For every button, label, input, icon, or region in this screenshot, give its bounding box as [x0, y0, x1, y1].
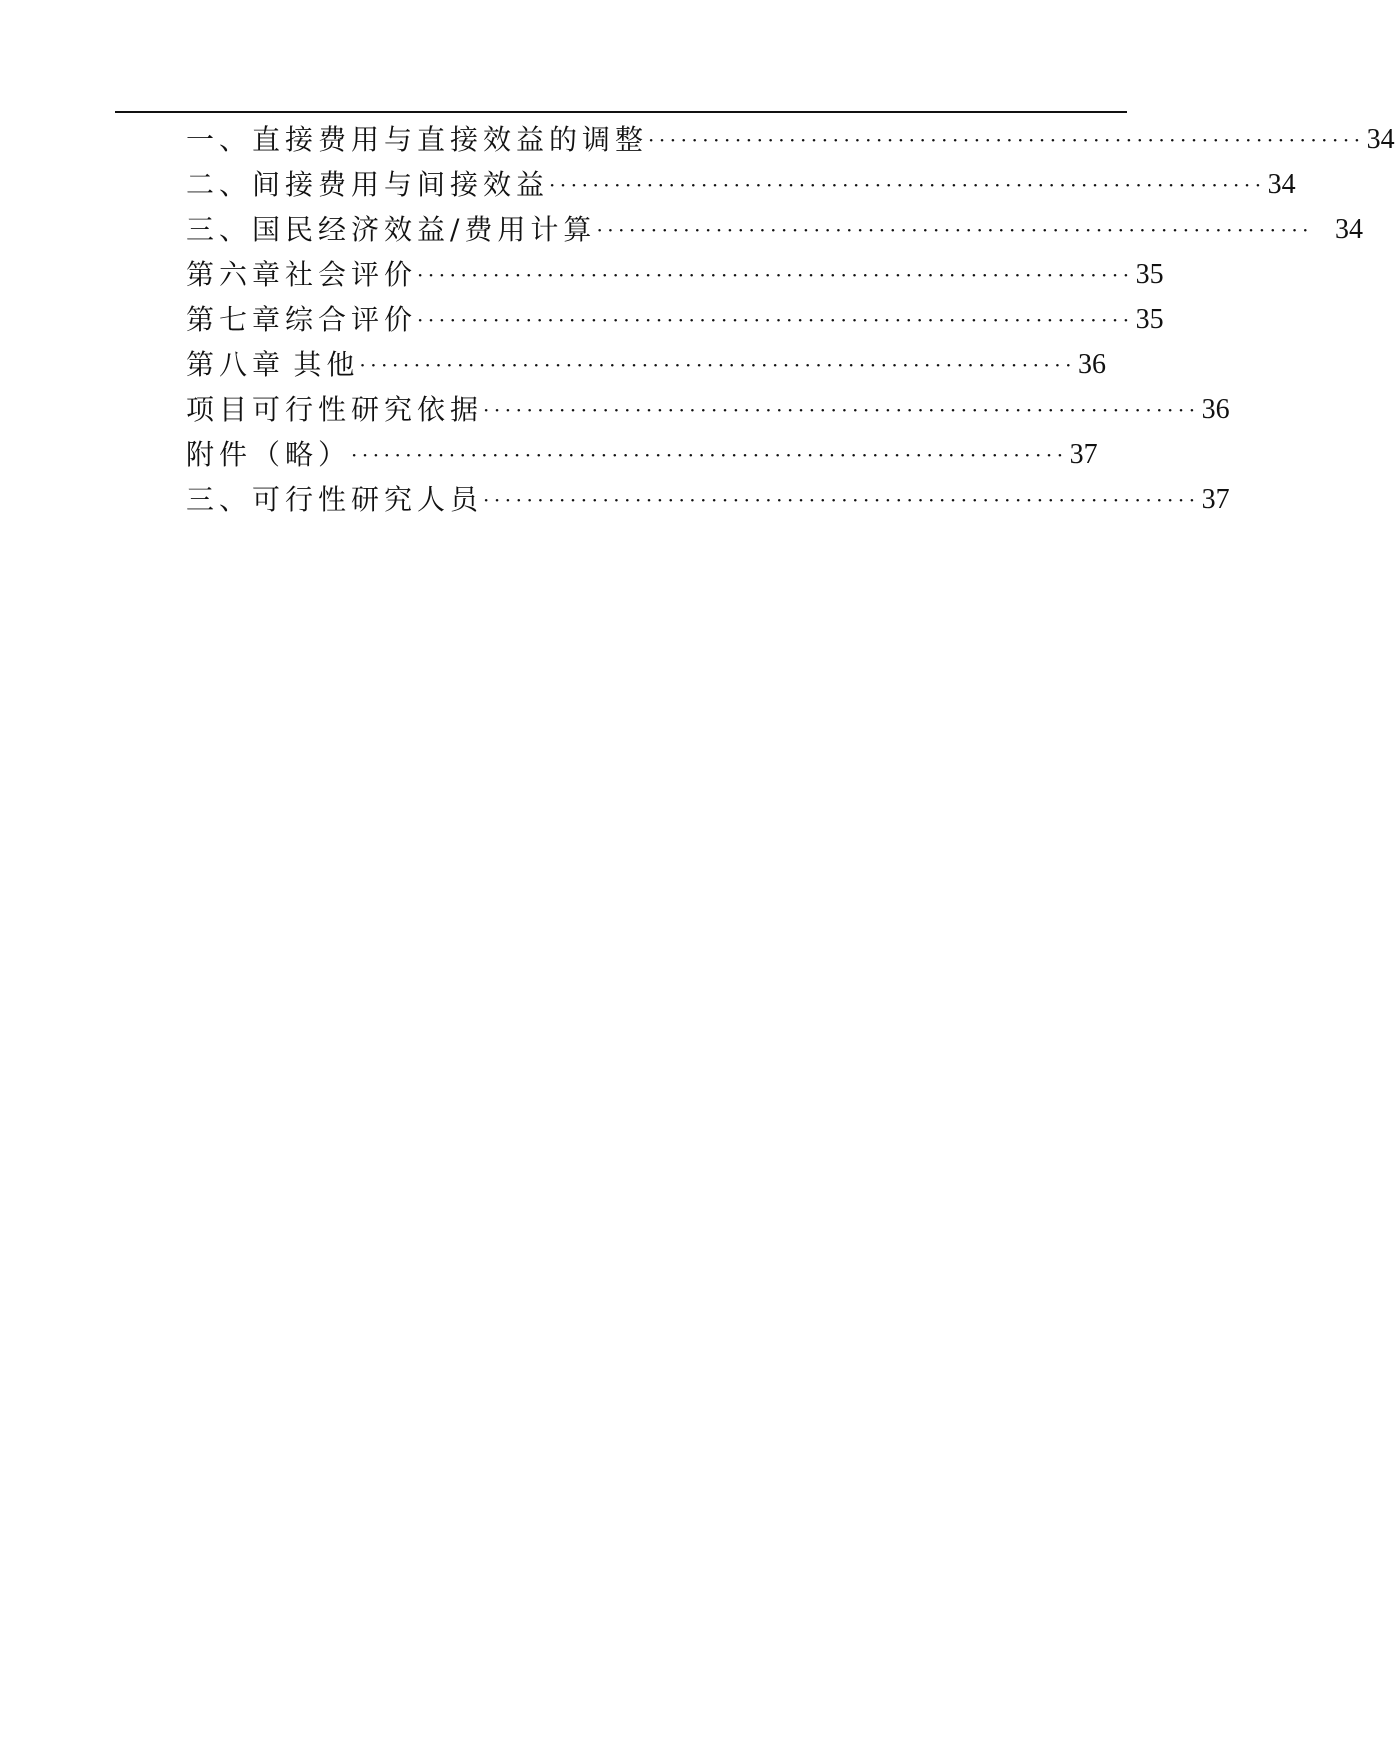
toc-page-number: 34: [1366, 124, 1395, 155]
toc-entry-title: 综合评价: [285, 303, 418, 336]
toc-entry[interactable]: [186, 480, 1230, 520]
toc-entry-title: 三、国民经济效益/费用计算: [186, 213, 597, 246]
toc-entry-title: 社会评价: [285, 258, 418, 291]
toc-dot-leader: ··································································: [596, 218, 1314, 242]
toc-entry-title: 其他: [293, 348, 360, 381]
toc-page-number: 36: [1078, 349, 1106, 380]
toc-entry[interactable]: [186, 210, 1364, 250]
toc-dot-leader: ··································································: [549, 173, 1266, 197]
toc-page-number: 35: [1135, 304, 1164, 335]
toc-dot-leader: ··································································: [483, 398, 1200, 422]
toc-entry[interactable]: [186, 255, 1164, 295]
toc-dot-leader: ··································································: [417, 263, 1134, 287]
toc-entry-title: 一、直接费用与直接效益的调整: [186, 123, 649, 156]
toc-entry-title: 二、间接费用与间接效益: [186, 168, 550, 201]
toc-dot-leader: ··································································: [648, 128, 1365, 152]
toc-dot-leader: ··································································: [417, 308, 1134, 332]
toc-entry-title: 项目可行性研究依据: [186, 393, 484, 426]
toc-page-number: 37: [1069, 439, 1098, 470]
toc-entry[interactable]: [186, 300, 1164, 340]
toc-page-number: 37: [1201, 484, 1230, 515]
toc-page-number: 36: [1201, 394, 1230, 425]
toc-chapter-label: 第六章: [186, 258, 286, 291]
toc-dot-leader: ··································································: [359, 353, 1076, 377]
table-of-contents: [0, 0, 1395, 600]
toc-page-number: 34: [1267, 169, 1296, 200]
toc-chapter-label: 第七章: [186, 303, 286, 336]
toc-entry[interactable]: [186, 435, 1098, 475]
toc-entry-title: 附件（略）: [186, 438, 352, 471]
toc-entry[interactable]: [186, 120, 1395, 160]
toc-page-number: 34: [1335, 214, 1364, 245]
toc-dot-leader: ··································································: [483, 488, 1200, 512]
toc-entry-title: 三、可行性研究人员: [186, 483, 484, 516]
toc-entry[interactable]: [186, 390, 1230, 430]
toc-chapter-label: 第八章: [186, 348, 286, 381]
toc-dot-leader: ··································································: [351, 443, 1068, 467]
toc-entry[interactable]: [186, 165, 1296, 205]
toc-entry[interactable]: [186, 345, 1106, 385]
toc-page-number: 35: [1135, 259, 1164, 290]
